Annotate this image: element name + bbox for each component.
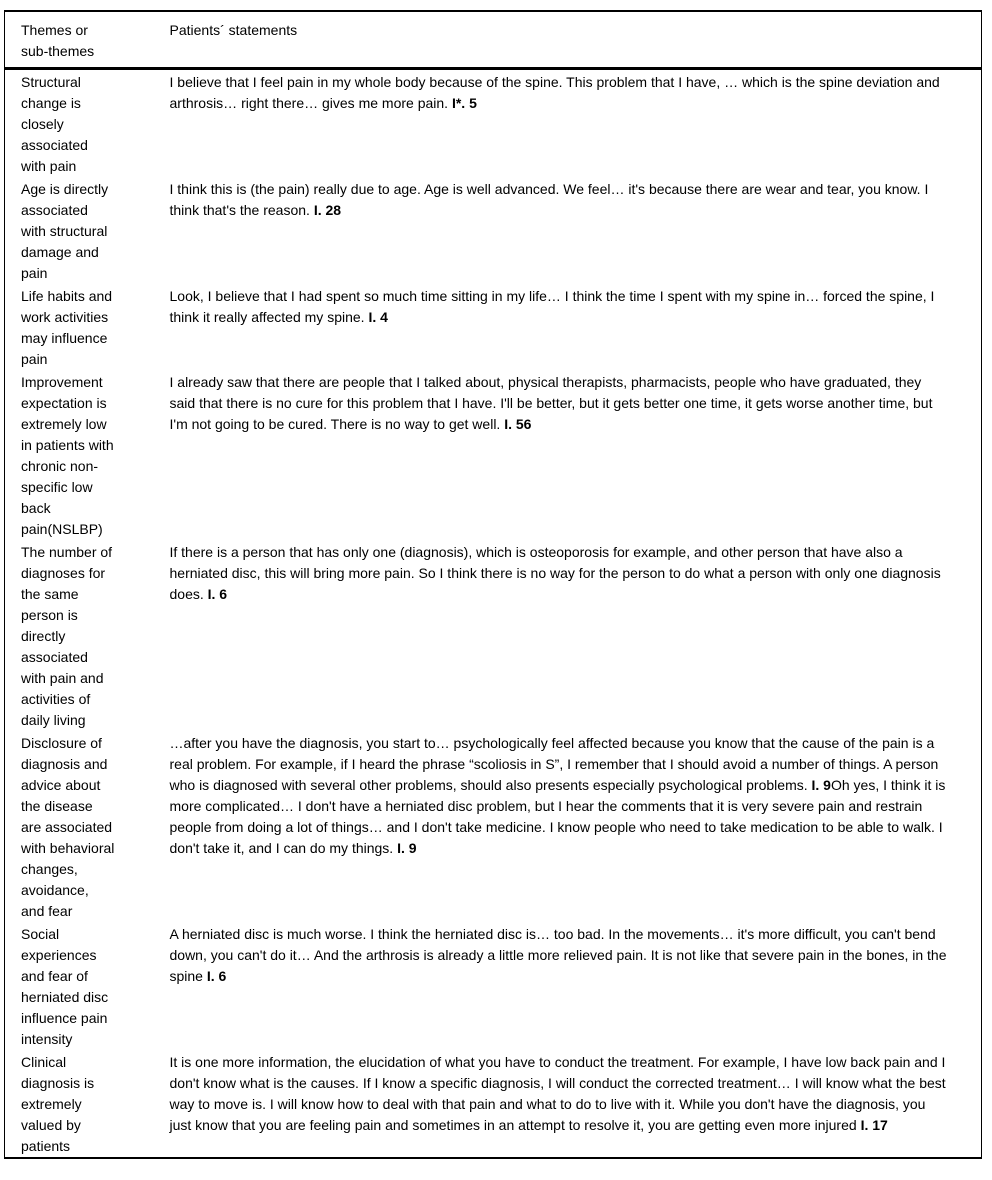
line-reference: I. 4 [368,309,388,325]
table-row [5,731,982,922]
themes-statements-table [4,10,982,1159]
theme-cell: Improvement expectation is extremely low in patients with chronic non-specific low back pain(NSLBP) [21,374,114,537]
statement-cell [170,284,982,370]
table-body [5,69,982,1159]
table-row [5,284,982,370]
statement-text: A herniated disc is much worse. I think the herniated disc is… too bad. In the movements… it's more difficult, you can't bend down, you can't do it… And the arthrosis is already a little more relieved pain. It is not like that severe pain in the bones, in the spine [169,926,947,984]
theme-cell: Age is directly associated with structural damage and pain [21,181,109,281]
statement-text: It is one more information, the elucidation of what you have to conduct the treatment. For example, I have low back pain and I don't know what is the causes. If I know a specific diagnosis, I will conduct the corrected treatment… I will know what the best way to move is. I will know how to deal with that pain and what to do to live with it. While you don't have the diagnosis, you just know that you are feeling pain and sometimes in an attempt to resolve it, you are getting even more injured [169,1054,946,1133]
line-reference: I. 17 [860,1117,888,1133]
statement-cell [170,1050,982,1158]
table-row [5,922,982,1050]
statement-text: Oh yes, I think it is more complicated… I don't have a herniated disc problem, but I hear the comments that it is very severe pain and restrain people from doing a lot of things… and I don't take medicine. I know people who need to take medication to be able to walk. I don't take it, and I can do my things. [169,777,946,856]
line-reference: I*. 5 [451,95,477,111]
statement-text: I believe that I feel pain in my whole body because of the spine. This problem that I have, … which is the spine deviation and arthrosis… right there… gives me more pain. [169,74,940,111]
statement-text: …after you have the diagnosis, you start to… psychologically feel affected because you know that the cause of the pain is a real problem. For example, if I heard the phrase “scoliosis in S”, I remember that I should avoid a number of things. A person who is diagnosed with several other problems, should also presents especially psychological problems. [169,735,939,793]
column-header-statements: Patients´ statements [170,11,982,69]
theme-cell: Life habits and work activities may influence pain [21,288,113,367]
theme-cell: Disclosure of diagnosis and advice about the disease are associated with behavioral changes, avoidance, and fear [21,735,115,919]
table-row [5,69,982,178]
statement-cell [170,540,982,731]
line-reference: I. 28 [313,202,342,218]
statement-text: Look, I believe that I had spent so much time sitting in my life… I think the time I spent with my spine in… forced the spine, I think it really affected my spine. [169,288,935,325]
line-reference: I. 9 [811,777,831,793]
statement-cell [170,370,982,540]
table-row [5,370,982,540]
theme-cell: Social experiences and fear of herniated disc influence pain intensity [21,926,109,1047]
statement-cell [170,69,982,178]
line-reference: I. 6 [206,968,227,984]
theme-cell: Structural change is closely associated with pain [21,74,88,174]
statement-text: I already saw that there are people that I talked about, physical therapists, pharmacists, people who have graduated, they said that there is no cure for this problem that I have. I'll be better, but it gets better one time, it gets worse another time, but I'm not going to be cured. There is no way to get well. [169,374,933,432]
table-header [5,11,982,69]
table-row [5,540,982,731]
statement-cell [170,177,982,284]
line-reference: I. 56 [504,416,532,432]
statement-text: If there is a person that has only one (diagnosis), which is osteoporosis for example, and other person that have also a herniated disc, this will bring more pain. So I think there is no way for the person to do what a person with only one diagnosis does. [169,544,941,602]
theme-cell: Clinical diagnosis is extremely valued by patients [21,1054,95,1154]
statement-text: I think this is (the pain) really due to age. Age is well advanced. We feel… it's because there are wear and tear, you know. I think that's the reason. [169,181,929,218]
theme-cell: The number of diagnoses for the same person is directly associated with pain and activities of daily living [21,544,113,728]
line-reference: I. 9 [397,840,417,856]
header-row [5,11,982,69]
statement-cell [170,922,982,1050]
line-reference: I. 6 [207,586,228,602]
statement-cell [170,731,982,922]
table-row [5,1050,982,1158]
column-header-themes: Themes or sub-themes [5,11,170,69]
table-row [5,177,982,284]
